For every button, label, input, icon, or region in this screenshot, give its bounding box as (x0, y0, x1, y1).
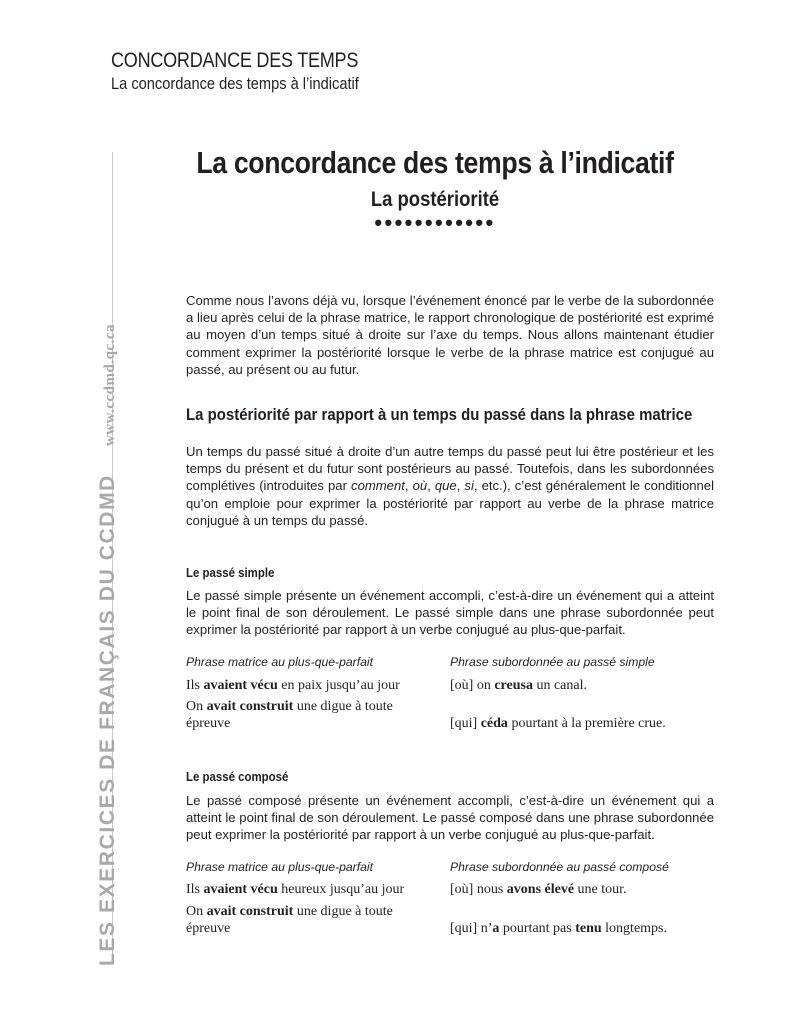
ps-example-1-right (450, 677, 587, 694)
pc-example-2-right (450, 920, 667, 937)
example-verb: a (492, 921, 500, 936)
passe-simple-paragraph: Le passé simple présente un événement accompli, c’est-à-dire un événement qui a atteint le point final de son déroulement. Le passé simple dans une phrase subordonnée peut exprimer la postériorité par rapport à un verbe conjugué au plus-que-parfait. (186, 588, 714, 638)
section-sep: , (456, 478, 465, 494)
sidebar-url: www.ccdmd.qc.ca (102, 323, 118, 447)
ps-example-2-right (450, 715, 666, 732)
ps-example-2-left (186, 698, 416, 732)
example-text: en paix jusqu’au jour (277, 678, 400, 693)
example-verb: avaient vécu (203, 882, 278, 897)
page-subtitle: La postériorité (370, 188, 500, 211)
section-em-si: si (464, 478, 474, 494)
ps-col-left-header: Phrase matrice au plus-que-parfait (186, 655, 373, 669)
section-paragraph (186, 443, 714, 529)
example-text: épreuve (186, 716, 231, 731)
example-text: une digue à toute (293, 699, 393, 714)
section-heading: La postériorité par rapport à un temps du passé dans la phrase matrice (186, 405, 693, 424)
pc-col-left-header: Phrase matrice au plus-que-parfait (186, 860, 373, 874)
section-sep: , (404, 478, 413, 494)
example-verb: creusa (494, 678, 533, 693)
pc-example-1-left (186, 881, 416, 898)
example-text: épreuve (186, 921, 231, 936)
running-header (111, 48, 399, 94)
section-em-ou: où (412, 478, 428, 494)
ps-col-right-header: Phrase subordonnée au passé simple (450, 655, 655, 669)
example-verb: avait construit (206, 699, 294, 714)
example-verb: avaient vécu (203, 678, 278, 693)
example-text: Ils (186, 882, 204, 897)
example-text: un canal. (532, 678, 587, 693)
header-subtitle: La concordance des temps à l’indicatif (111, 74, 359, 93)
example-verb: avons élevé (506, 882, 575, 897)
page-title: La concordance des temps à l’indicatif (196, 145, 674, 180)
header-title: CONCORDANCE DES TEMPS (111, 49, 359, 72)
passe-simple-heading: Le passé simple (186, 565, 275, 580)
section-text-b: , etc.), c’est généralement le conditionnel qu’on emploie pour exprimer la postériorité par rapport au verbe de la phrase matrice conjugué à un temps du passé. (186, 478, 714, 528)
example-text: une digue à toute (293, 904, 393, 919)
example-text: On (186, 904, 207, 919)
section-block (186, 443, 714, 529)
passe-compose-block (186, 792, 714, 844)
passe-simple-block (186, 587, 714, 639)
example-text: pourtant à la première crue. (507, 716, 666, 731)
passe-compose-heading: Le passé composé (186, 769, 289, 784)
example-text: Ils (186, 678, 204, 693)
example-verb: avait construit (206, 904, 294, 919)
intro-paragraph: Comme nous l’avons déjà vu, lorsque l’événement énoncé par le verbe de la subordonnée a lieu après celui de la phrase matrice, le rapport chronologique de postériorité est exprimé au moyen d’un temps situé à droite sur l’axe du temps. Nous allons maintenant étudier comment exprimer la postériorité lorsque le verbe de la phrase matrice est conjugué au passé, au présent ou au futur. (186, 293, 714, 377)
section-text-a: Un temps du passé situé à droite d’un autre temps du passé peut lui être postérieur et les temps du présent et du futur sont postérieurs au passé. Toutefois, dans les subordonnées complétives (introduites par (186, 444, 714, 494)
example-text: On (186, 699, 207, 714)
pc-example-2-left (186, 903, 416, 937)
section-sep: , (427, 478, 435, 494)
dotted-separator: •••••••••••• (374, 210, 496, 235)
example-verb: tenu (575, 921, 602, 936)
example-text: [qui] n’ (450, 921, 493, 936)
passe-compose-paragraph: Le passé composé présente un événement accompli, c’est-à-dire un événement qui a atteint le point final de son déroulement. Le passé composé dans une phrase subordonnée peut exprimer la postériorité par rapport à un verbe conjugué au plus-que-parfait. (186, 793, 714, 843)
example-text: [où] nous (450, 882, 507, 897)
intro-block (186, 292, 714, 378)
pc-col-right-header: Phrase subordonnée au passé composé (450, 860, 669, 874)
sidebar-series: LES EXERCICES DE FRANÇAIS DU CCDMD (96, 474, 119, 966)
example-text: longtemps. (601, 921, 668, 936)
example-text: une tour. (574, 882, 627, 897)
example-text: [où] on (450, 678, 495, 693)
example-text: pourtant pas (499, 921, 576, 936)
example-text: heureux jusqu’au jour (277, 882, 405, 897)
section-em-que: que (434, 478, 457, 494)
pc-example-1-right (450, 881, 627, 898)
sidebar-vertical-text (96, 324, 120, 966)
example-text: [qui] (450, 716, 481, 731)
example-verb: céda (480, 716, 508, 731)
section-em-comment: comment (351, 478, 405, 494)
ps-example-1-left (186, 677, 416, 694)
